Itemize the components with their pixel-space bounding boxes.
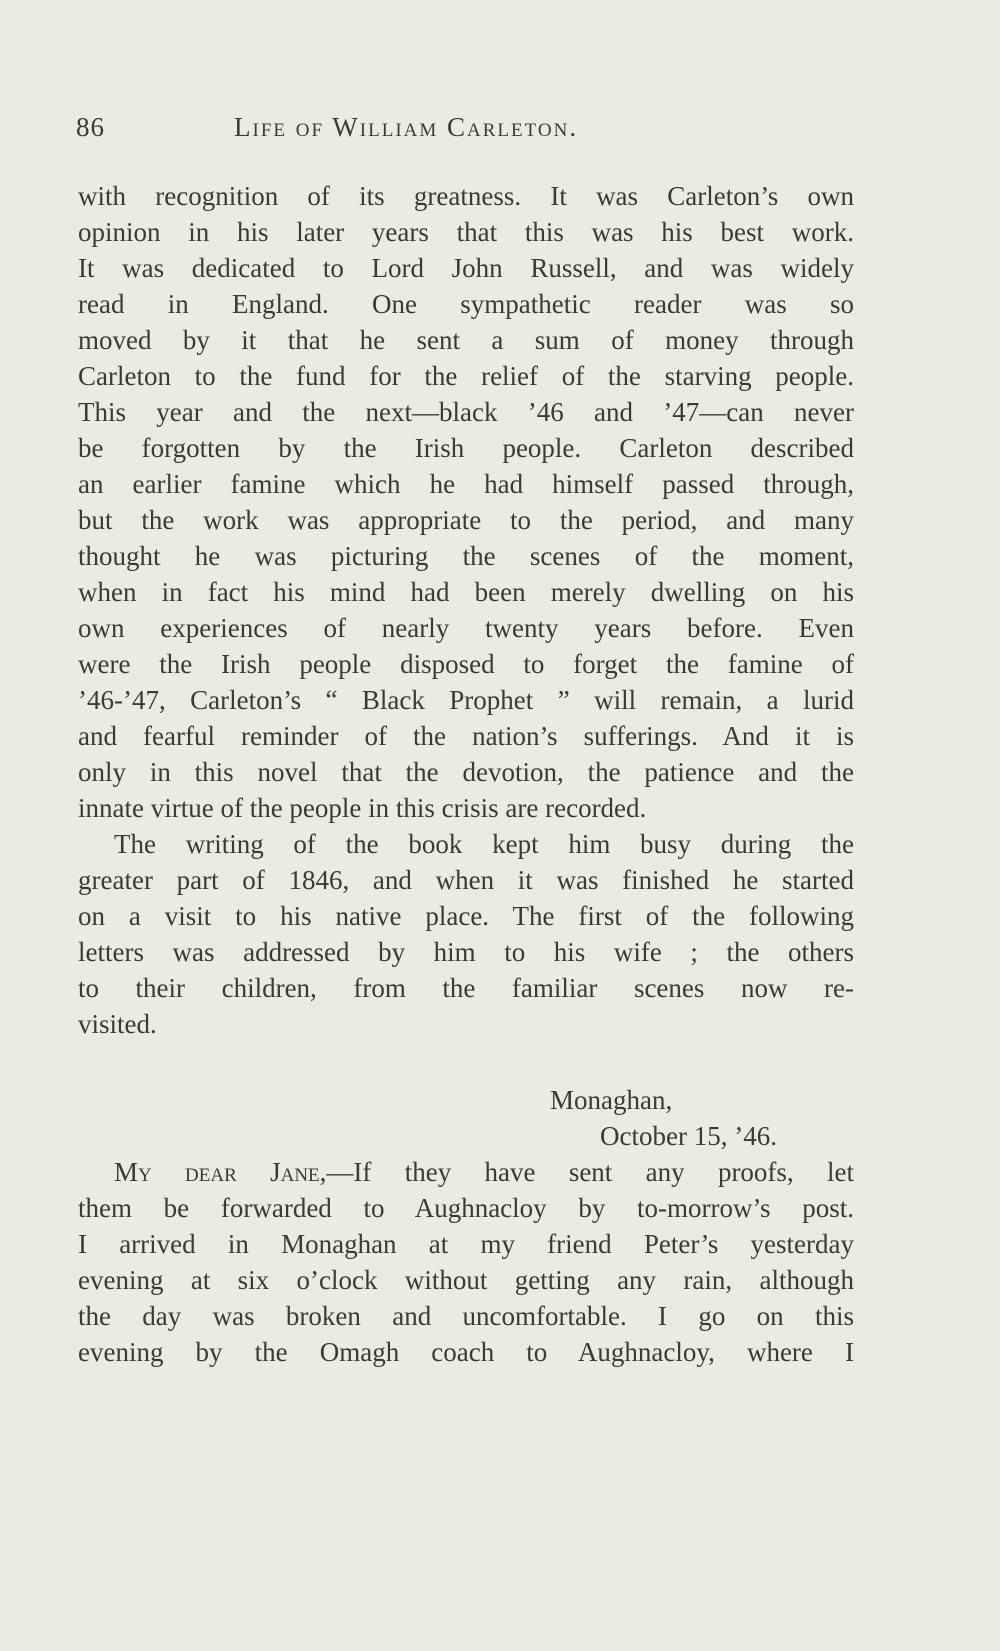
text-line: The writing of the book kept him busy during the — [114, 829, 854, 859]
letter-first-line — [114, 1154, 854, 1190]
text-line: evening by the Omagh coach to Aughnacloy, where I — [78, 1337, 854, 1367]
text-line: only in this novel that the devotion, the patience and the — [78, 757, 854, 787]
text-line: thought he was picturing the scenes of the moment, — [78, 541, 854, 571]
text-line: own experiences of nearly twenty years before. Even — [78, 613, 854, 643]
text-line: on a visit to his native place. The first of the following — [78, 901, 854, 931]
page-number: 86 — [76, 112, 105, 142]
text-line: This year and the next—black ’46 and ’47—can never — [78, 397, 854, 427]
text-line: with recognition of its greatness. It was Carleton’s own — [78, 181, 854, 211]
text-line: ’46-’47, Carleton’s “ Black Prophet ” will remain, a lurid — [78, 685, 854, 715]
text-line: be forgotten by the Irish people. Carleton described — [78, 433, 854, 463]
text-line: visited. — [78, 1009, 157, 1039]
text-line: innate virtue of the people in this crisis are recorded. — [78, 793, 647, 823]
text-line: were the Irish people disposed to forget the famine of — [78, 649, 854, 679]
text-line: I arrived in Monaghan at my friend Peter’s yesterday — [78, 1229, 854, 1259]
text-line: evening at six o’clock without getting any rain, although — [78, 1265, 854, 1295]
text-line: when in fact his mind had been merely dwelling on his — [78, 577, 854, 607]
letter-first-line-text: —If they have sent any proofs, let — [326, 1157, 854, 1187]
text-line: an earlier famine which he had himself passed through, — [78, 469, 854, 499]
letter-salutation: My dear Jane, — [114, 1157, 327, 1187]
page-header — [76, 112, 856, 152]
text-line: the day was broken and uncomfortable. I go on this — [78, 1301, 854, 1331]
text-line: greater part of 1846, and when it was finished he started — [78, 865, 854, 895]
text-line: but the work was appropriate to the period, and many — [78, 505, 854, 535]
text-line: them be forwarded to Aughnacloy by to-morrow’s post. — [78, 1193, 854, 1223]
text-line: opinion in his later years that this was his best work. — [78, 217, 854, 247]
running-title: Life of William Carleton. — [234, 112, 579, 142]
text-line: to their children, from the familiar scenes now re- — [78, 973, 854, 1003]
text-line: letters was addressed by him to his wife ; the others — [78, 937, 854, 967]
letter-date: October 15, ’46. — [600, 1121, 777, 1151]
text-line: Carleton to the fund for the relief of the starving people. — [78, 361, 854, 391]
text-line: It was dedicated to Lord John Russell, and was widely — [78, 253, 854, 283]
text-line: read in England. One sympathetic reader was so — [78, 289, 854, 319]
text-line: and fearful reminder of the nation’s sufferings. And it is — [78, 721, 854, 751]
text-line: moved by it that he sent a sum of money through — [78, 325, 854, 355]
letter-place: Monaghan, — [550, 1085, 673, 1115]
